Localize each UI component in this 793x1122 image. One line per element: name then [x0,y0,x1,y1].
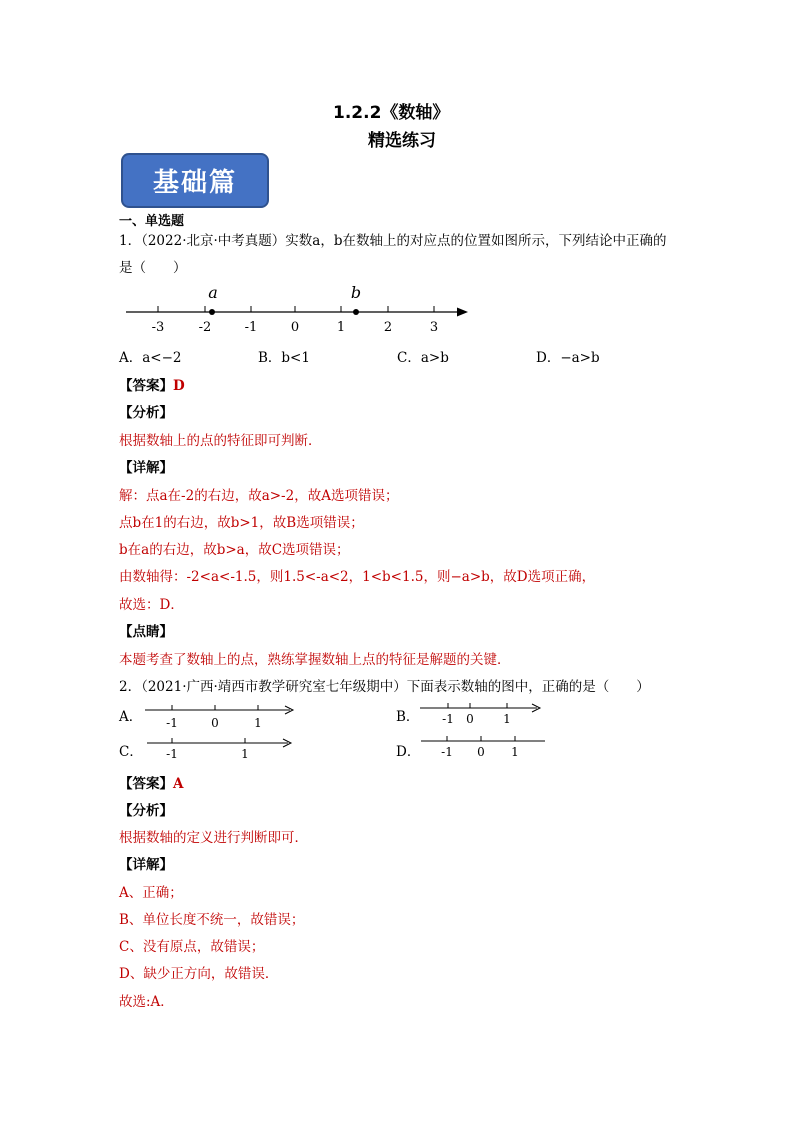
q2-option-b-label: B． [396,709,420,725]
q2-analysis-tag: 【分析】 [119,803,173,819]
point-a [209,309,215,315]
tick-label: -1 [441,745,453,759]
tick-label: 1 [336,320,346,335]
q2-stem: 2．（2021·广西·靖西市教学研究室七年级期中）下面表示数轴的图中，正确的是（ ） [119,679,650,695]
q1-detail-line: 解：点a在-2的右边，故a>-2，故A选项错误； [119,488,399,504]
page-title: 1.2.2《数轴》 [333,103,450,123]
level-badge: 基础篇 [121,153,269,208]
q1-detail-line: 故选：D． [119,597,184,613]
q2-option-c-axis [142,733,302,763]
tick-label: -1 [244,320,258,335]
tick-label: -3 [151,320,165,335]
q2-detail-tag: 【详解】 [119,857,173,873]
q2-answer: 【答案】A [119,776,184,792]
q2-detail-line: 故选:A． [119,994,174,1010]
tick-label: 0 [477,745,485,759]
q1-option-c: C．a>b [397,350,449,366]
q1-option-b: B．b<1 [258,350,310,366]
q1-option-d: D．−a>b [536,350,600,366]
q1-option-a: A．a<−2 [119,350,182,366]
tick-label: 2 [383,320,393,335]
q2-option-a-label: A． [119,709,143,725]
q1-comment-tag: 【点睛】 [119,624,173,640]
ticks [158,306,434,312]
q1-detail-line: b在a的右边，故b>a，故C选项错误； [119,542,350,558]
tick-label: -1 [442,712,454,726]
section-heading: 一、单选题 [119,214,185,229]
q1-answer: 【答案】D [119,378,185,394]
point-b-label: b [350,283,362,302]
tick-label: 0 [466,712,474,726]
q2-option-d-axis [418,733,548,763]
tick-label: -1 [166,716,178,730]
tick-label: 0 [211,716,219,730]
q1-detail-line: 点b在1的右边，故b>1，故B选项错误； [119,515,364,531]
tick-label: 1 [241,747,249,761]
point-a-label: a [208,283,218,302]
tick-label: 1 [511,745,519,759]
q1-stem-line2: 是（ ） [119,260,187,276]
tick-label: 1 [503,712,511,726]
q1-detail-tag: 【详解】 [119,460,173,476]
q1-number-line [120,282,480,340]
q1-comment-text: 本题考查了数轴上的点，熟练掌握数轴上点的特征是解题的关键． [119,652,511,668]
q1-analysis-tag: 【分析】 [119,405,173,421]
q2-option-b-axis [415,698,545,728]
q2-analysis-text: 根据数轴的定义进行判断即可． [119,830,308,846]
tick-label: 3 [429,320,439,335]
page-subtitle: 精选练习 [368,131,436,151]
q1-analysis-text: 根据数轴上的点的特征即可判断． [119,433,322,449]
arrow-head [457,308,468,317]
q2-detail-line: C、没有原点，故错误； [119,939,265,955]
q2-option-a-axis [140,700,300,730]
tick-label: -1 [166,747,178,761]
q2-option-c-label: C． [119,744,143,760]
q2-detail-line: D、缺少正方向，故错误． [119,966,279,982]
point-b [353,309,359,315]
tick-label: 0 [290,320,300,335]
q2-option-d-label: D． [396,744,421,760]
q2-detail-line: B、单位长度不统一，故错误； [119,912,305,928]
q2-detail-line: A、正确； [119,885,183,901]
q1-detail-line: 由数轴得：-2<a<-1.5，则1.5<-a<2，1<b<1.5，则−a>b，故D选项正确， [119,569,596,585]
tick-label: -2 [198,320,212,335]
q1-stem-line1: 1．（2022·北京·中考真题）实数a，b在数轴上的对应点的位置如图所示，下列结论中正确的 [119,233,667,249]
tick-label: 1 [254,716,262,730]
